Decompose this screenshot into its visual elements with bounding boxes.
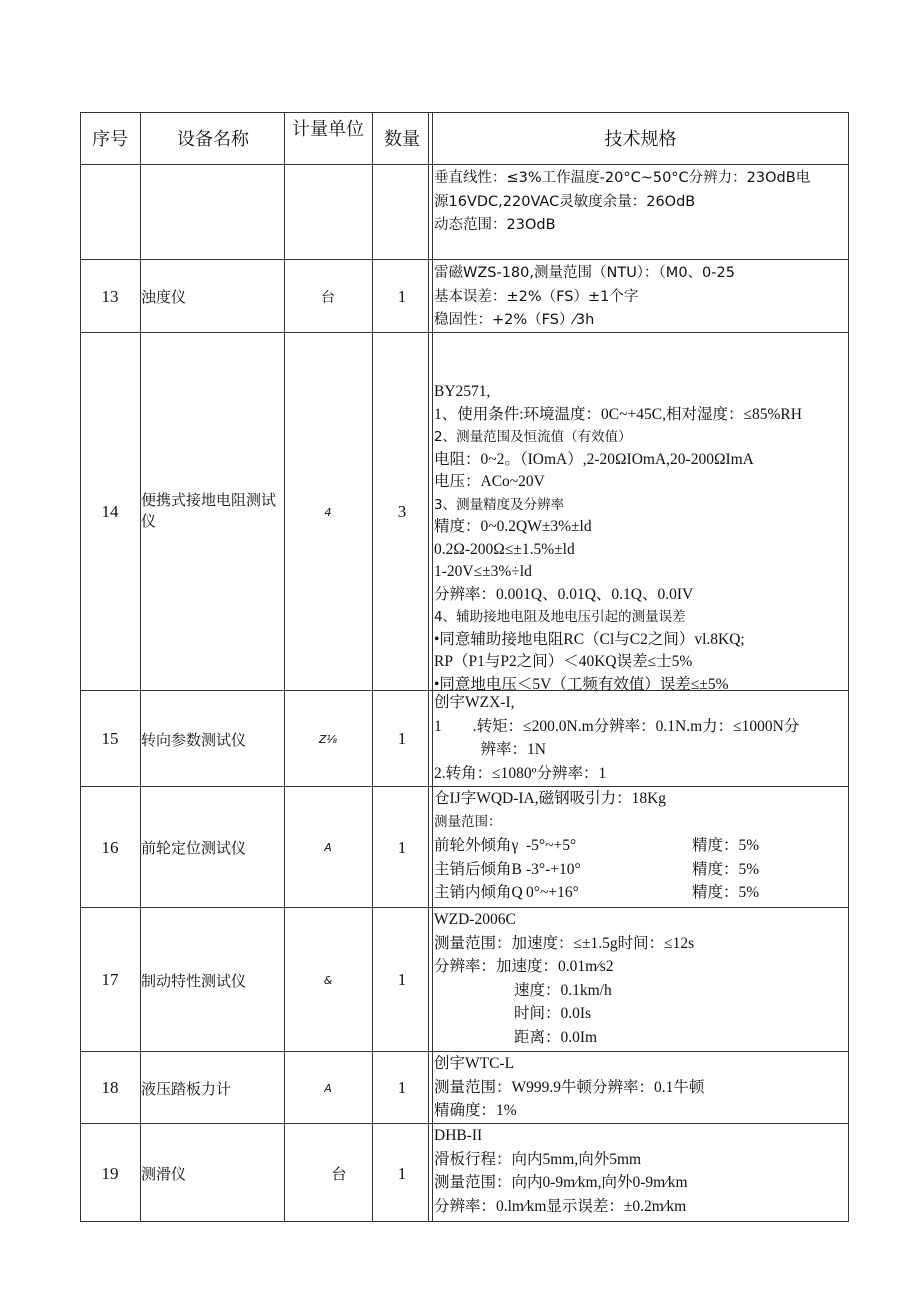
spec-line: 电阻：0~2。（IOmA）,2-20ΩIOmA,20-200ΩImA [434,450,754,468]
spec-line: BY2571, [434,383,491,400]
row-no: 16 [101,837,119,857]
spec-line: 仓IJ字WQD-IA,磁钢吸引力：18Kg [434,790,667,807]
row-no: 17 [101,970,119,989]
spec-line: 速度：0.1km/h [514,981,612,999]
spec-line: 稳固性：+2%（FS）⁄3h [434,312,595,328]
column-divider [428,112,429,1222]
column-divider [140,112,141,1222]
row-no: 19 [101,1163,119,1183]
table-row [80,786,849,908]
spec-line: 精确度：1% [434,1102,517,1119]
spec-range: 0°~+16° [526,884,579,901]
table-row [80,1051,849,1124]
spec-line: 垂直线性：≤3%工作温度-20°C~50°C分辨力：23OdB电 [434,170,811,186]
header-spec: 技术规格 [604,129,677,149]
table-row [80,907,849,1052]
row-name: 制动特性测试仪 [141,973,247,990]
row-no: 14 [101,502,119,521]
spec-line: 创宇WTC-L [434,1055,515,1072]
spec-param: 主销内倾角Q [434,884,523,901]
spec-tab-line [434,881,849,905]
spec-line: 测量范围：向内0-9m⁄km,向外0-9m⁄km [434,1174,688,1191]
table-row [80,332,849,691]
column-divider [372,112,373,1222]
row-spec [432,787,849,908]
spec-line: WZD-2006C [434,911,516,928]
row-no: 15 [101,729,119,748]
row-unit: 台 [321,290,335,306]
spec-line: 1-20V≤±3%÷ld [434,563,532,580]
row-name [140,165,285,260]
table-row [80,690,849,787]
spec-line: 距离：0.0Im [514,1028,598,1046]
spec-precision: 精度：5% [692,884,760,901]
spec-line: 2.转角：≤1080º分辨率：1 [434,764,607,782]
row-no: 18 [101,1078,119,1097]
column-divider [432,112,433,1222]
spec-line: 动态范围：23OdB [434,217,556,233]
header-unit: 计量单位 [292,119,364,139]
spec-line: 测量范围：W999.9牛顿分辨率：0.1牛顿 [434,1078,705,1096]
spec-line: 滑板行程：向内5mm,向外5mm [434,1150,642,1168]
spec-line: 基本误差：±2%（FS）±1个字 [434,288,639,305]
row-spec [432,1124,849,1223]
spec-line: 1、使用条件:环境温度：0C~+45C,相对湿度：≤85%RH [434,405,802,423]
spec-line: 分辨率：0.lm⁄km显示误差：±0.2m⁄km [434,1197,687,1215]
spec-line: 1 .转矩：≤200.0N.m分辨率：0.1N.m力：≤1000N分 [434,717,800,735]
header-qty: 数量 [384,129,420,149]
row-qty: 3 [397,502,407,521]
spec-line: 4、辅助接地电阻及地电压引起的测量误差 [434,609,686,625]
row-spec [432,260,849,333]
row-unit: Z⅛ [318,732,338,746]
row-spec [432,908,849,1052]
row-no [80,165,140,260]
spec-line: 精度：0~0.2QW±3%±ld [434,518,592,535]
spec-precision: 精度：5% [692,837,760,854]
row-name: 转向参数测试仪 [141,732,247,749]
spec-range: -5°~+5° [526,837,577,854]
spec-line: 测量范围： [434,813,502,830]
spec-line: 时间：0.0Is [514,1005,592,1022]
row-unit: 台 [331,1167,347,1183]
spec-line: 分辨率：加速度：0.01m⁄s2 [434,958,614,975]
column-divider [284,112,285,1222]
spec-line: RP（P1与P2之间）＜40KQ误差≤士5% [434,653,693,670]
spec-line: 测量范围：加速度：≤±1.5g时间：≤12s [434,934,695,952]
row-name: 便携式接地电阻测试仪 [141,493,277,530]
spec-param: 前轮外倾角γ [434,837,519,854]
spec-line: •同意地电压＜5V（工频有效值）误差≤±5% [434,675,729,693]
row-qty: 1 [397,286,407,306]
header-name: 设备名称 [177,129,249,149]
spec-line: DHB-II [434,1127,483,1144]
row-unit: 4 [324,505,332,519]
row-qty: 1 [397,1078,407,1097]
row-spec [432,333,849,691]
row-unit: A [324,841,332,854]
table-header-row [80,112,849,164]
spec-line: 雷磁WZS-180,测量范围（NTU）：（M0、0-25 [434,265,735,281]
spec-line: 分辨率：0.001Q、0.01Q、0.1Q、0.0IV [434,585,694,603]
row-unit [284,165,372,260]
row-unit: & [323,973,333,987]
spec-param: 主销后倾角B [434,860,522,878]
spec-line: 2、测量范围及恒流值（有效值） [434,429,632,445]
row-spec [432,165,849,260]
row-name: 前轮定位测试仪 [141,841,247,857]
spec-line: 创宇WZX-I, [434,694,515,711]
spec-line: 3、测量精度及分辨率 [434,496,565,513]
spec-line: 0.2Ω-200Ω≤±1.5%±ld [434,540,575,558]
header-no: 序号 [92,129,128,149]
row-no: 13 [101,286,119,306]
row-spec [432,1052,849,1124]
row-qty: 1 [397,1163,407,1183]
row-spec [432,691,849,787]
row-qty: 1 [397,837,407,857]
row-name: 测滑仪 [141,1167,187,1183]
spec-line: 源16VDC,220VAC灵敏度余量：26OdB [434,193,696,210]
row-name: 浊度仪 [141,290,187,306]
row-qty: 1 [397,729,407,748]
row-qty: 1 [397,970,407,989]
spec-line: •同意辅助接地电阻RC（Cl与C2之间）vl.8KQ; [434,630,745,648]
table-row [80,259,849,333]
spec-precision: 精度：5% [692,860,760,878]
row-qty [372,165,432,260]
spec-line: 电压：ACo~20V [434,473,545,490]
spec-tab-line [434,858,849,882]
spec-tab-line [434,834,849,858]
row-name: 液压踏板力计 [141,1081,232,1098]
spec-line: 辨率：1N [434,741,546,758]
spec-range: -3°-+10° [526,860,581,878]
row-unit: A [324,1081,332,1095]
table-row [80,1123,849,1223]
table-row [80,164,849,260]
